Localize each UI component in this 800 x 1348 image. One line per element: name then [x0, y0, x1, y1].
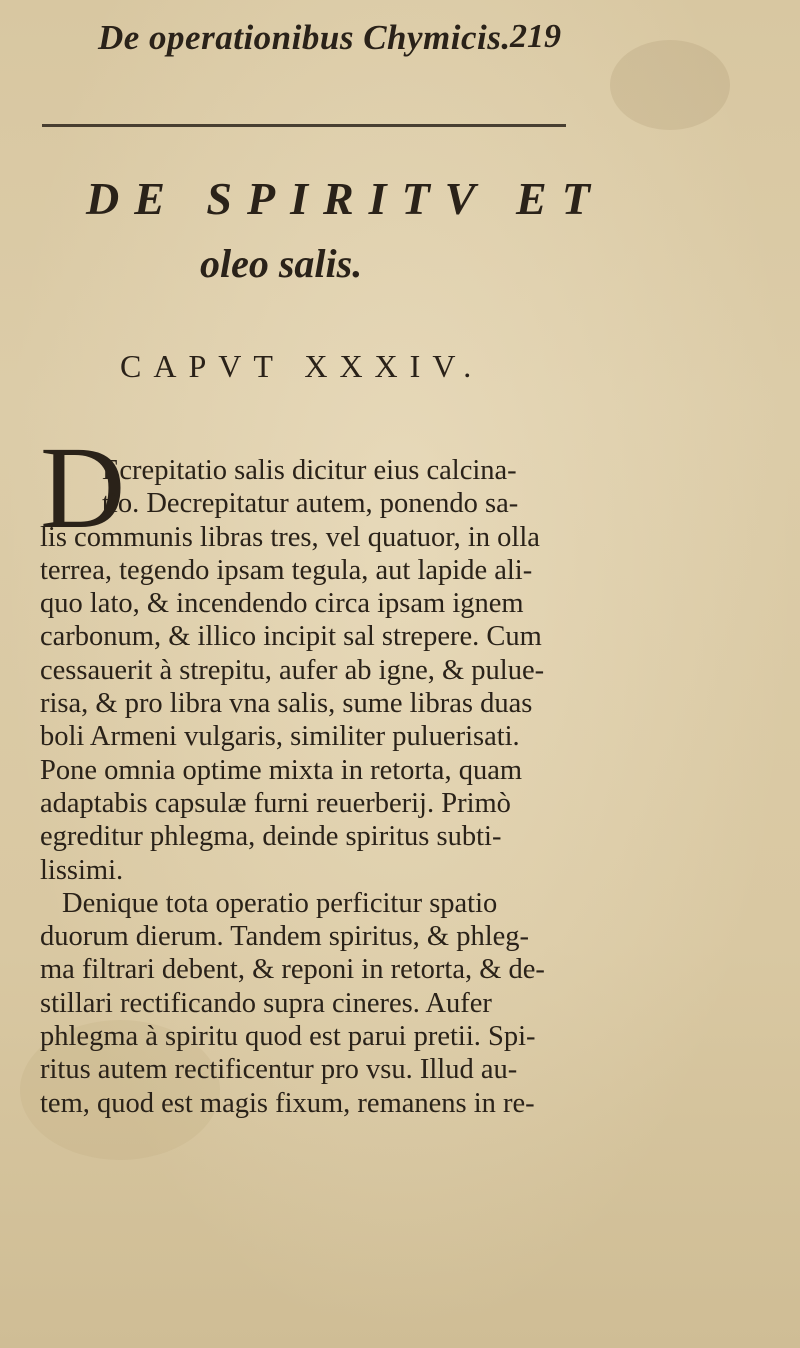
text-line: egreditur phlegma, deinde spiritus subti-	[40, 821, 502, 853]
text-line: cessauerit à strepitu, aufer ab igne, & pulue-	[40, 654, 545, 686]
text-line: ma filtrari debent, & reponi in retorta, & de-	[40, 954, 545, 986]
text-line: tio. Decrepitatur autem, ponendo sa-	[102, 488, 519, 520]
section-heading: DE SPIRITV ET	[86, 173, 605, 224]
text-line: boli Armeni vulgaris, similiter puluerisati.	[40, 721, 520, 753]
text-line: lis communis libras tres, vel quatuor, in olla	[40, 521, 540, 553]
page-number: 219	[510, 18, 561, 55]
section-subheading: oleo salis.	[200, 241, 363, 286]
text-line: carbonum, & illico incipit sal strepere. Cum	[40, 621, 542, 653]
body-text	[40, 454, 600, 1120]
text-line: tem, quod est magis fixum, remanens in re-	[40, 1087, 535, 1119]
running-head	[98, 8, 598, 68]
text-line: lissimi.	[40, 854, 124, 886]
running-title: De operationibus Chymicis.	[98, 18, 511, 57]
chapter-number: CAPVT XXXIV.	[120, 348, 484, 384]
text-line: Ecrepitatio salis dicitur eius calcina-	[102, 455, 517, 486]
text-line: terrea, tegendo ipsam tegula, aut lapide ali-	[40, 554, 533, 586]
paper-stain	[610, 40, 730, 130]
text-line: quo lato, & incendendo circa ipsam ignem	[40, 588, 524, 620]
text-line: duorum dierum. Tandem spiritus, & phleg-	[40, 921, 530, 953]
text-line: phlegma à spiritu quod est parui pretii. Spi-	[40, 1021, 536, 1053]
text-line: risa, & pro libra vna salis, sume libras duas	[40, 688, 533, 720]
text-line: Pone omnia optime mixta in retorta, quam	[40, 754, 523, 786]
text-line: adaptabis capsulæ furni reuerberij. Primò	[40, 787, 511, 819]
text-line: Denique tota operatio perficitur spatio	[62, 887, 498, 919]
text-line: ritus autem rectificentur pro vsu. Illud au-	[40, 1054, 518, 1086]
header-rule	[42, 124, 566, 127]
drop-cap: D	[40, 422, 126, 553]
text-line: stillari rectificando supra cineres. Aufer	[40, 987, 492, 1019]
